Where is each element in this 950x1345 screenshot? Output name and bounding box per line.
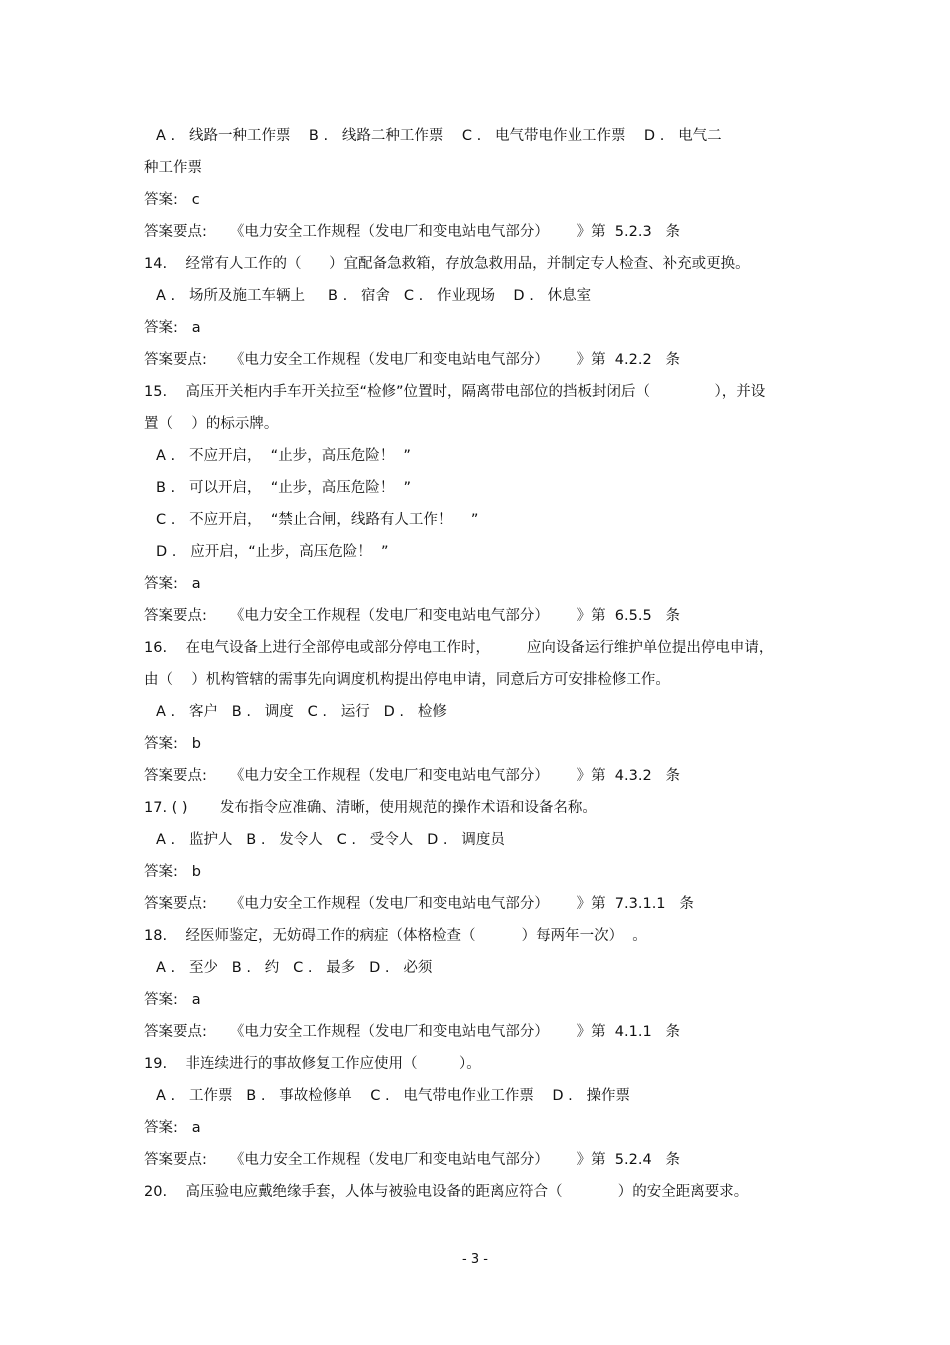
- option-line-19: A . 工作票 B . 事故检修单 C . 电气带电作业工作票 D . 操作票: [156, 1088, 631, 1104]
- option-line-14: A . 场所及施工车辆上 B . 宿舍 C . 作业现场 D . 休息室: [156, 288, 592, 304]
- answer-14: 答案: a: [144, 320, 201, 336]
- answer-point-13: 答案要点: 《电力安全工作规程（发电厂和变电站电气部分） 》第 5.2.3 条: [144, 224, 681, 240]
- question-19: 19. 非连续进行的事故修复工作应使用（ ）。: [144, 1056, 481, 1072]
- option-15-d: D . 应开启，“止步，高压危险！ ”: [156, 544, 389, 560]
- answer-15: 答案: a: [144, 576, 201, 592]
- question-16: 16. 在电气设备上进行全部停电或部分停电工作时， 应向设备运行维护单位提出停电申请，: [144, 640, 774, 656]
- answer-point-16: 答案要点: 《电力安全工作规程（发电厂和变电站电气部分） 》第 4.3.2 条: [144, 768, 681, 784]
- answer-point-18: 答案要点: 《电力安全工作规程（发电厂和变电站电气部分） 》第 4.1.1 条: [144, 1024, 681, 1040]
- answer-13: 答案: c: [144, 192, 200, 208]
- question-16-cont: 由（ ）机构管辖的需事先向调度机构提出停电申请，同意后方可安排检修工作。: [144, 672, 670, 688]
- option-line-18: A . 至少 B . 约 C . 最多 D . 必须: [156, 960, 433, 976]
- option-15-a: A . 不应开启， “止步，高压危险！ ”: [156, 448, 411, 464]
- answer-point-19: 答案要点: 《电力安全工作规程（发电厂和变电站电气部分） 》第 5.2.4 条: [144, 1152, 681, 1168]
- answer-point-14: 答案要点: 《电力安全工作规程（发电厂和变电站电气部分） 》第 4.2.2 条: [144, 352, 681, 368]
- answer-point-15: 答案要点: 《电力安全工作规程（发电厂和变电站电气部分） 》第 6.5.5 条: [144, 608, 681, 624]
- question-15: 15. 高压开关柜内手车开关拉至“检修”位置时，隔离带电部位的挡板封闭后（ ），并设: [144, 384, 766, 400]
- answer-17: 答案: b: [144, 864, 201, 880]
- option-line-17: A . 监护人 B . 发令人 C . 受令人 D . 调度员: [156, 832, 505, 848]
- answer-point-17: 答案要点: 《电力安全工作规程（发电厂和变电站电气部分） 》第 7.3.1.1 条: [144, 896, 694, 912]
- question-20: 20. 高压验电应戴绝缘手套，人体与被验电设备的距离应符合（ ）的安全距离要求。: [144, 1184, 749, 1200]
- answer-16: 答案: b: [144, 736, 201, 752]
- question-18: 18. 经医师鉴定，无妨碍工作的病症（体格检查（ ）每两年一次） 。: [144, 928, 647, 944]
- question-17: 17. ( ) 发布指令应准确、清晰，使用规范的操作术语和设备名称。: [144, 800, 597, 816]
- question-15-cont: 置（ ）的标示牌。: [144, 416, 279, 432]
- answer-18: 答案: a: [144, 992, 201, 1008]
- question-14: 14. 经常有人工作的（ ）宜配备急救箱，存放急救用品，并制定专人检查、补充或更换。: [144, 256, 750, 272]
- option-line-16: A . 客户 B . 调度 C . 运行 D . 检修: [156, 704, 447, 720]
- option-15-c: C . 不应开启， “禁止合闸，线路有人工作！ ”: [156, 512, 479, 528]
- option-line-13: A . 线路一种工作票 B . 线路二种工作票 C . 电气带电作业工作票 D . 电气二: [156, 128, 722, 144]
- page-number: - 3 -: [462, 1252, 488, 1267]
- option-line-13-cont: 种工作票: [144, 160, 202, 176]
- answer-19: 答案: a: [144, 1120, 201, 1136]
- option-15-b: B . 可以开启， “止步，高压危险！ ”: [156, 480, 411, 496]
